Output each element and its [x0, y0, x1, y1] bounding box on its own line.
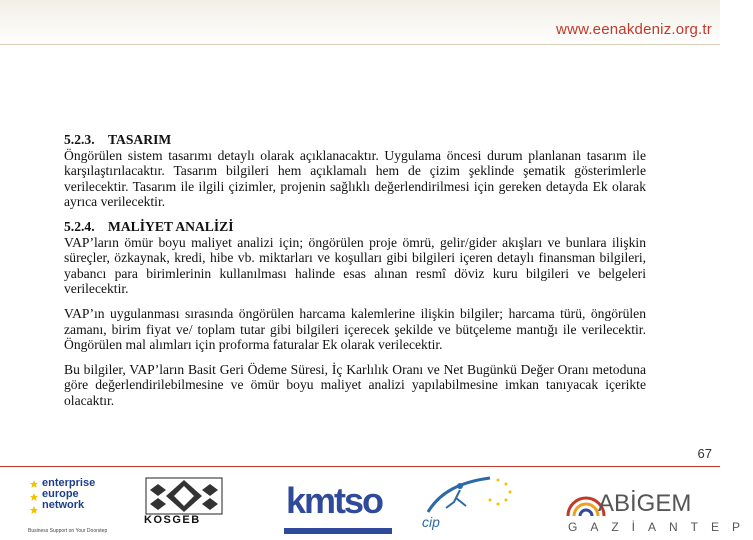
paragraph: VAP’ların ömür boyu maliyet analizi için; öngörülen proje ömrü, gelir/gider akışları ve bunlara ilişkin süreçler, özkaynak, kredi, hibe vb. miktarları ve koşulları gibi bilgileri içeren detaylı finansman bilgileri, yabancı para birimlerinin kullanılması halinde esas alınan resmî döviz kuru bilgileri ve belgeleri verilecektir. — [64, 234, 646, 297]
website-url[interactable]: www.eenakdeniz.org.tr — [556, 21, 712, 38]
cip-wordmark: cip — [422, 514, 440, 530]
een-line: europe — [42, 488, 79, 500]
section-heading — [64, 132, 646, 148]
cip-runner-icon — [420, 472, 520, 516]
footer-logos — [0, 468, 753, 540]
page-number: 67 — [697, 446, 712, 461]
section-number: 5.2.4. — [64, 218, 95, 234]
een-line: network — [42, 499, 85, 511]
kosgeb-wordmark: KOSGEB — [144, 514, 201, 526]
enterprise-europe-network-logo — [26, 472, 124, 538]
abigem-logo — [562, 490, 753, 540]
kmtso-wordmark: kmtso — [286, 480, 383, 521]
kosgeb-logo — [138, 472, 230, 536]
kmtso-logo — [284, 482, 392, 538]
een-wordmark — [42, 478, 95, 511]
header-divider — [0, 44, 720, 45]
paragraph: VAP’ın uygulanması sırasında öngörülen harcama kalemlerine ilişkin bilgiler; harcama türü, öngörülen zamanı, birim fiyat ve/ toplam tutar gibi bilgileri içerecek şekilde ve bütçeleme mantığı ile verilecektir. Öngörülen mal alımları için proforma faturalar Ek olarak verilecektir. — [64, 305, 646, 353]
section-title: MALİYET ANALİZİ — [108, 218, 234, 234]
eu-stars-icon — [28, 478, 40, 518]
kmtso-band — [284, 528, 392, 534]
abigem-wordmark: ABİGEM — [598, 490, 692, 517]
paragraph: Öngörülen sistem tasarımı detaylı olarak açıklanacaktır. Uygulama öncesi durum planlanan tasarım ile karşılaştırılacaktır. Tasarım bilgileri hem açıklamalı hem de çizim şeklinde şematik gösterimlerle verilecektir. Tasarım ile ilgili çizimler, projenin sağlıklı değerlendirilmesi için gereken detayda Ek olarak ayrıca verilecektir. — [64, 147, 646, 210]
cip-logo — [420, 472, 524, 538]
document-body — [64, 132, 646, 409]
kosgeb-emblem-icon — [138, 476, 230, 518]
een-tagline: Business Support on Your Doorstep — [28, 528, 108, 534]
footer-divider — [0, 466, 720, 467]
een-line: enterprise — [42, 477, 96, 489]
section-maliyet-analizi — [64, 219, 646, 409]
section-heading — [64, 219, 646, 235]
section-title: TASARIM — [108, 132, 172, 147]
abigem-city: GAZİANTEP — [568, 520, 753, 534]
section-number: 5.2.3. — [64, 132, 95, 147]
paragraph: Bu bilgiler, VAP’ların Basit Geri Ödeme Süresi, İç Karlılık Oranı ve Net Bugünkü Değer Oranı metoduna göre değerlendirilebilmesine ve ömür boyu maliyet analizi yapılabilmesine imkan tanıyacak içerikte olacaktır. — [64, 361, 646, 408]
section-tasarim — [64, 132, 646, 210]
